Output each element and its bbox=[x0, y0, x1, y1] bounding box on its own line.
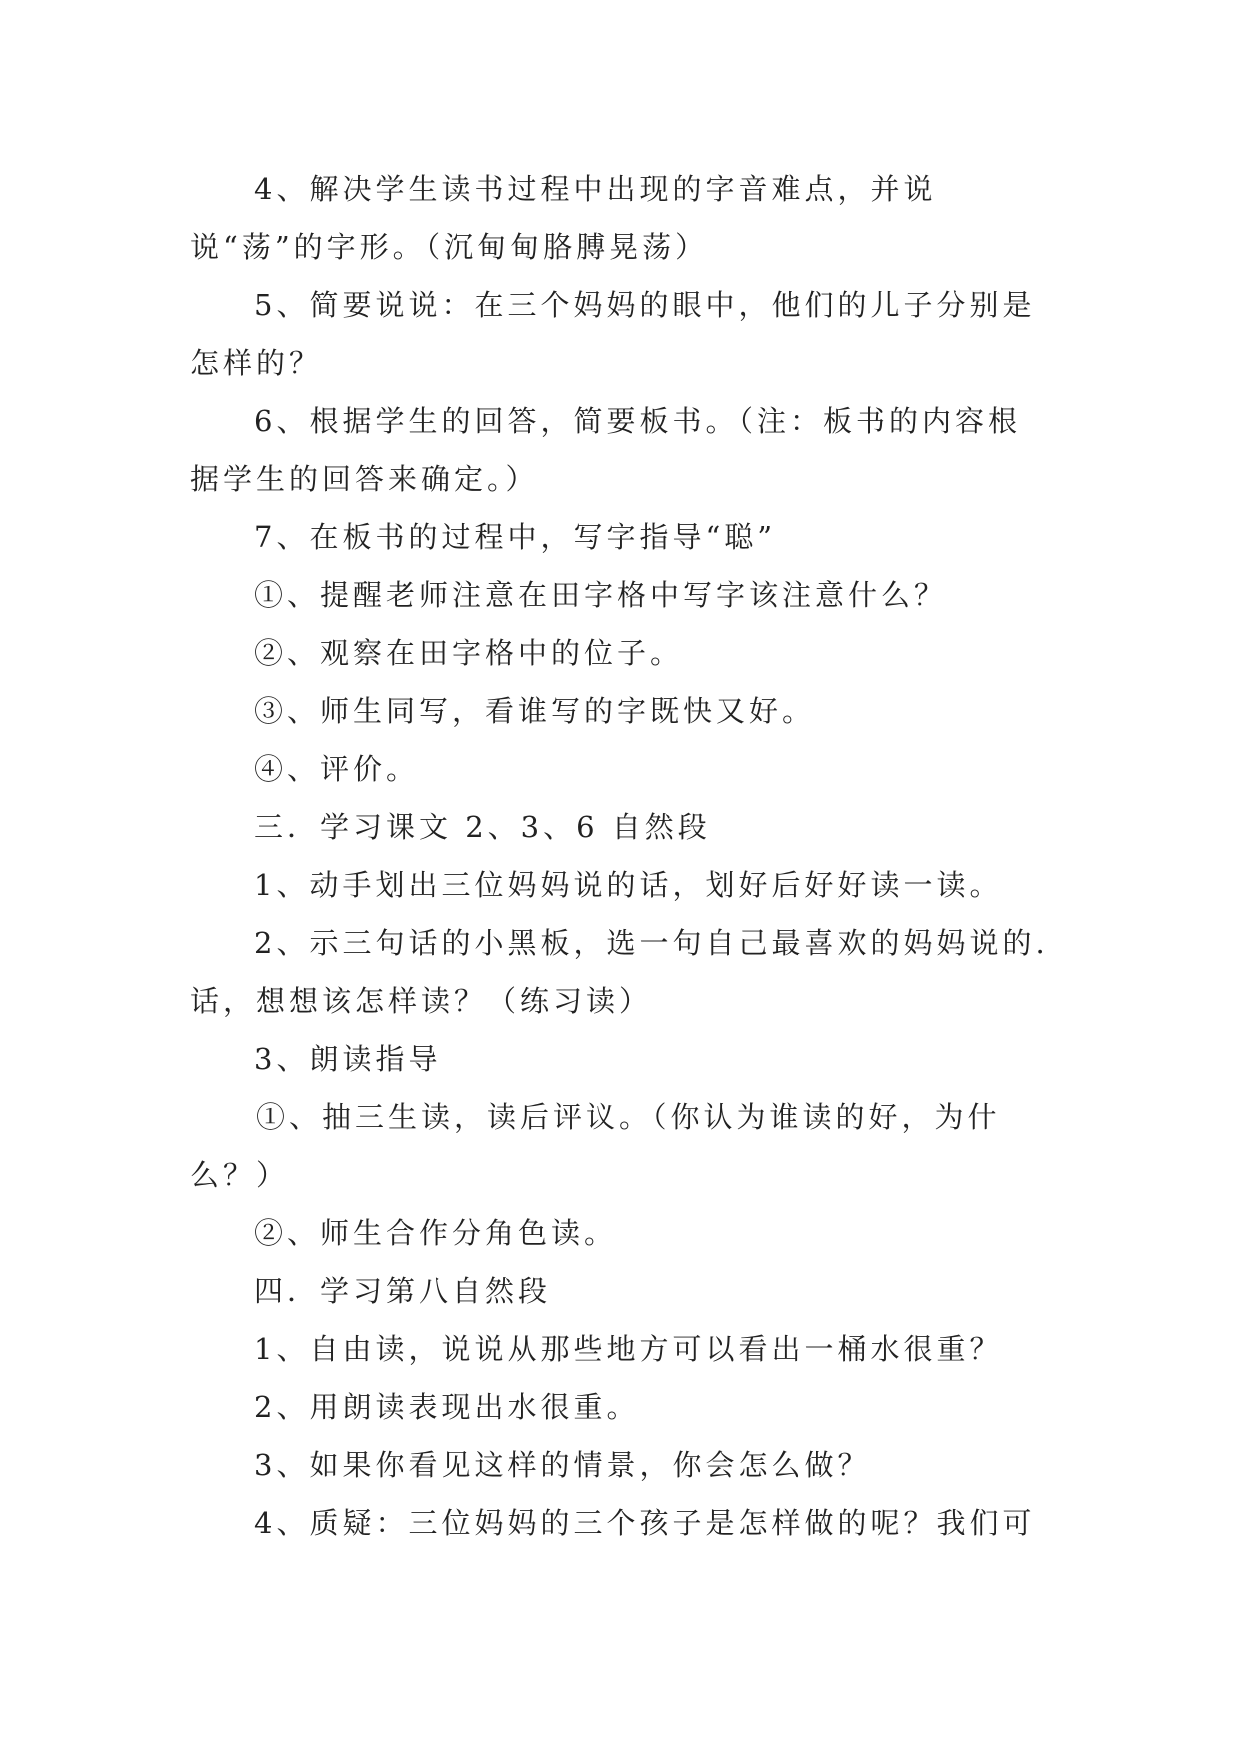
paragraph: 4、解决学生读书过程中出现的字音难点，并说说“荡”的字形。（沉甸甸胳膊晃荡） bbox=[190, 172, 937, 264]
paragraph: 1、自由读，说说从那些地方可以看出一桶水很重？ bbox=[254, 1332, 1003, 1366]
paragraph: ③、师生同写，看谁写的字既快又好。 bbox=[254, 694, 816, 728]
paragraph: 1、动手划出三位妈妈说的话，划好后好好读一读。 bbox=[254, 868, 1003, 902]
paragraph: 3、如果你看见这样的情景，你会怎么做？ bbox=[254, 1448, 871, 1482]
document-body bbox=[190, 160, 1050, 1552]
paragraph: 5、简要说说：在三个妈妈的眼中，他们的儿子分别是怎样的？ bbox=[190, 288, 1036, 380]
paragraph: ②、观察在田字格中的位子。 bbox=[254, 636, 684, 670]
paragraph: 2、用朗读表现出水很重。 bbox=[254, 1390, 640, 1424]
paragraph: 3、朗读指导 bbox=[254, 1042, 442, 1076]
paragraph: 7、在板书的过程中，写字指导“聪” bbox=[254, 520, 777, 554]
section-heading: 四．学习第八自然段 bbox=[254, 1274, 552, 1308]
paragraph: 6、根据学生的回答，简要板书。（注：板书的内容根据学生的回答来确定。） bbox=[190, 404, 1021, 496]
section-heading: 三．学习课文 2、3、6 自然段 bbox=[254, 810, 711, 844]
paragraph: ①、提醒老师注意在田字格中写字该注意什么？ bbox=[254, 578, 948, 612]
paragraph: ②、师生合作分角色读。 bbox=[254, 1216, 618, 1250]
paragraph: ①、抽三生读，读后评议。（你认为谁读的好，为什么？） bbox=[190, 1100, 1001, 1192]
paragraph: 2、示三句话的小黑板，选一句自己最喜欢的妈妈说的.话，想想该怎样读？（练习读） bbox=[190, 926, 1049, 1018]
paragraph: 4、质疑：三位妈妈的三个孩子是怎样做的呢？我们可 bbox=[254, 1506, 1036, 1540]
paragraph: ④、评价。 bbox=[254, 752, 420, 786]
